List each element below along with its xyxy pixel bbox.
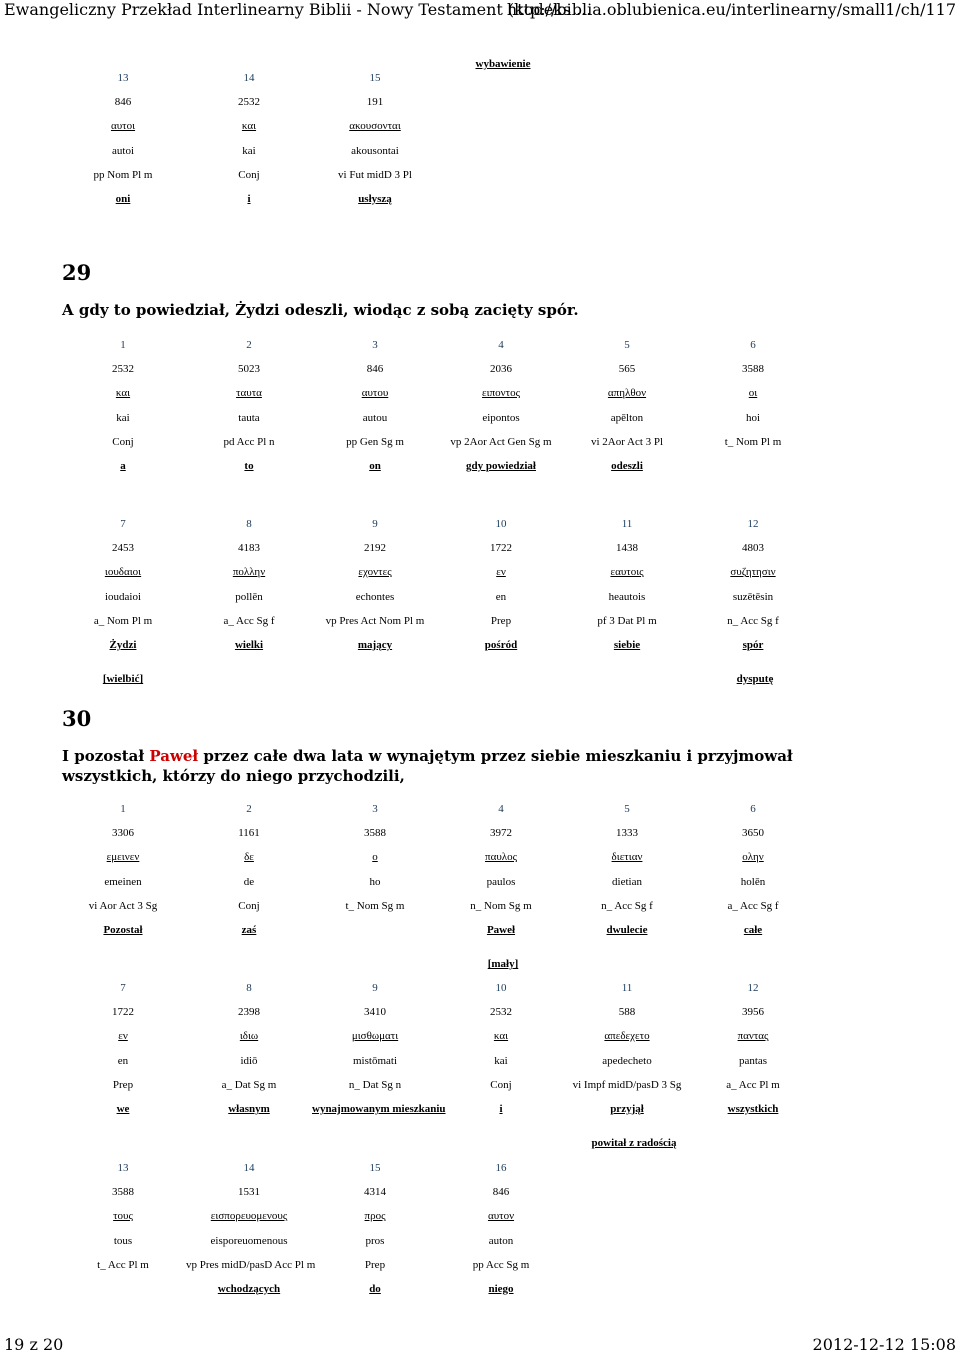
transliteration-row xyxy=(60,412,820,436)
word-number: 13 xyxy=(117,72,129,84)
strong-number: 846 xyxy=(114,96,132,109)
verse-number-29: 29 xyxy=(62,260,92,285)
polish-word[interactable]: siebie xyxy=(613,638,641,651)
word-number: 3 xyxy=(372,803,378,815)
greek-word-row xyxy=(60,387,820,411)
polish-word[interactable]: mający xyxy=(357,638,393,651)
transliteration: pollēn xyxy=(235,590,263,603)
morphology: vi Aor Act 3 Sg xyxy=(88,899,158,912)
word-number: 12 xyxy=(747,518,759,530)
polish-word[interactable]: Żydzi xyxy=(109,638,137,651)
strong-number-row xyxy=(60,1186,820,1210)
morphology: vi 2Aor Act 3 Pl xyxy=(590,435,664,448)
greek-word[interactable]: εν xyxy=(496,566,506,579)
strong-number-row xyxy=(60,542,820,566)
greek-word[interactable]: πολλην xyxy=(232,566,266,579)
transliteration: echontes xyxy=(355,590,395,603)
transliteration: ioudaioi xyxy=(104,590,142,603)
strong-number: 2036 xyxy=(490,363,512,376)
word-number: 2 xyxy=(246,339,252,351)
word-number: 12 xyxy=(747,982,759,994)
morphology-row xyxy=(60,1079,820,1103)
polish-word[interactable]: wszystkich xyxy=(727,1102,779,1115)
word-number: 11 xyxy=(621,982,633,994)
transliteration: autoi xyxy=(112,144,134,157)
greek-word[interactable]: και xyxy=(115,387,131,400)
greek-word[interactable]: δε xyxy=(244,851,254,864)
interlinear-block-30-3 xyxy=(60,1162,820,1307)
greek-word[interactable]: παυλος xyxy=(485,851,517,864)
interlinear-block-30-2 xyxy=(60,982,820,1127)
greek-word[interactable]: ιουδαιοι xyxy=(104,566,142,579)
interlinear-block-29-2 xyxy=(60,518,820,663)
strong-number: 3410 xyxy=(364,1006,386,1019)
word-number: 4 xyxy=(498,803,504,815)
strong-number: 3588 xyxy=(364,827,386,840)
greek-word[interactable]: ο xyxy=(372,851,378,864)
transliteration: pros xyxy=(365,1234,385,1247)
extra-wielbic[interactable]: [wielbić] xyxy=(102,673,144,685)
transliteration: eipontos xyxy=(482,411,520,424)
verse-number-30: 30 xyxy=(62,706,92,731)
greek-word[interactable]: παντας xyxy=(737,1030,769,1043)
polish-word[interactable]: to xyxy=(244,459,254,472)
polish-word[interactable]: spór xyxy=(742,638,764,651)
transliteration: ho xyxy=(369,875,381,888)
page-title: Ewangeliczny Przekład Interlinearny Biblii - Nowy Testament (kodeks ... xyxy=(4,0,592,19)
polish-word[interactable]: pośród xyxy=(484,638,518,651)
transliteration-row xyxy=(60,1055,820,1079)
greek-word-row xyxy=(60,566,820,590)
polish-word[interactable]: wynajmowanym mieszkaniu xyxy=(312,1102,446,1115)
transliteration: emeinen xyxy=(104,875,142,888)
word-number: 8 xyxy=(246,982,252,994)
strong-number: 3588 xyxy=(742,363,764,376)
transliteration: pantas xyxy=(738,1054,768,1067)
word-number: 15 xyxy=(369,1162,381,1174)
morphology: a_ Acc Sg f xyxy=(223,614,275,627)
strong-number: 1722 xyxy=(112,1006,134,1019)
polish-word[interactable]: Pozostał xyxy=(103,923,143,936)
morphology-row xyxy=(60,615,820,639)
word-number: 8 xyxy=(246,518,252,530)
verse-text-29: A gdy to powiedział, Żydzi odeszli, wiodąc z sobą zacięty spór. xyxy=(62,301,579,319)
morphology-row xyxy=(60,169,820,193)
strong-number: 3956 xyxy=(742,1006,764,1019)
polish-word[interactable]: odeszli xyxy=(611,459,643,472)
polish-word-row xyxy=(60,639,820,663)
morphology: pd Acc Pl n xyxy=(223,435,275,448)
transliteration: akousontai xyxy=(351,144,399,157)
polish-word[interactable]: i xyxy=(499,1102,503,1115)
morphology: pp Nom Pl m xyxy=(93,168,153,181)
morphology: Conj xyxy=(490,1078,512,1091)
word-number: 9 xyxy=(372,982,378,994)
morphology: Prep xyxy=(112,1078,134,1091)
polish-word[interactable]: dwulecie xyxy=(606,923,648,936)
morphology-row xyxy=(60,1259,820,1283)
transliteration: hoi xyxy=(745,411,761,424)
transliteration: kai xyxy=(242,144,256,157)
word-number-row xyxy=(60,982,820,1006)
transliteration: holēn xyxy=(740,875,766,888)
morphology: Conj xyxy=(238,168,260,181)
morphology: Conj xyxy=(112,435,134,448)
page-counter: 19 z 20 xyxy=(4,1335,64,1354)
word-number: 11 xyxy=(621,518,633,530)
morphology: vi Fut midD 3 Pl xyxy=(338,168,412,181)
greek-word[interactable]: αυτον xyxy=(487,1210,515,1223)
strong-number-row xyxy=(60,96,820,120)
strong-number: 2532 xyxy=(238,96,260,109)
strong-number: 3650 xyxy=(742,827,764,840)
polish-word[interactable]: niego xyxy=(488,1282,514,1295)
strong-number: 5023 xyxy=(238,363,260,376)
morphology: Conj xyxy=(238,899,260,912)
strong-number: 2532 xyxy=(490,1006,512,1019)
greek-word[interactable]: εχοντες xyxy=(358,566,392,579)
strong-number: 588 xyxy=(618,1006,636,1019)
word-number: 4 xyxy=(498,339,504,351)
page-footer xyxy=(0,1335,960,1357)
transliteration: apedecheto xyxy=(602,1054,652,1067)
polish-word[interactable]: oni xyxy=(115,192,131,205)
greek-word[interactable]: τους xyxy=(113,1210,133,1223)
word-number-row xyxy=(60,72,820,96)
morphology: vp Pres Act Nom Pl m xyxy=(325,614,425,627)
morphology: Prep xyxy=(490,614,512,627)
morphology: Prep xyxy=(364,1258,386,1271)
strong-number: 3588 xyxy=(112,1186,134,1199)
page-header xyxy=(0,0,960,22)
transliteration: idiō xyxy=(240,1054,258,1067)
strong-number: 1438 xyxy=(616,542,638,555)
morphology: vp 2Aor Act Gen Sg m xyxy=(450,435,552,448)
strong-number: 2532 xyxy=(112,363,134,376)
strong-number: 4803 xyxy=(742,542,764,555)
greek-word[interactable]: ολην xyxy=(742,851,764,864)
polish-word-row xyxy=(60,924,820,948)
transliteration: paulos xyxy=(486,875,516,888)
transliteration: dietian xyxy=(612,875,642,888)
word-number-row xyxy=(60,803,820,827)
greek-word[interactable]: ακουσονται xyxy=(349,120,401,133)
transliteration: tous xyxy=(113,1234,133,1247)
morphology: n_ Acc Sg f xyxy=(601,899,653,912)
word-number: 2 xyxy=(246,803,252,815)
word-number-row xyxy=(60,339,820,363)
morphology: vi Impf midD/pasD 3 Sg xyxy=(572,1078,682,1091)
transliteration: en xyxy=(495,590,507,603)
word-number: 9 xyxy=(372,518,378,530)
strong-number: 3972 xyxy=(490,827,512,840)
morphology: t_ Nom Sg m xyxy=(345,899,405,912)
strong-number: 846 xyxy=(366,363,384,376)
polish-word[interactable]: on xyxy=(369,459,381,472)
greek-word[interactable]: εν xyxy=(118,1030,128,1043)
greek-word[interactable]: αυτοι xyxy=(110,120,136,133)
word-number: 5 xyxy=(624,803,630,815)
morphology: vp Pres midD/pasD Acc Pl m xyxy=(186,1258,316,1271)
morphology: a_ Dat Sg m xyxy=(221,1078,277,1091)
greek-word-row xyxy=(60,1210,820,1234)
word-number: 5 xyxy=(624,339,630,351)
polish-word[interactable]: zaś xyxy=(241,923,257,936)
strong-number: 1161 xyxy=(238,827,260,840)
word-number: 10 xyxy=(495,518,507,530)
morphology: n_ Nom Sg m xyxy=(470,899,532,912)
word-number-row xyxy=(60,1162,820,1186)
strong-number: 191 xyxy=(366,96,384,109)
morphology-row xyxy=(60,436,820,460)
greek-word[interactable]: συζητησιν xyxy=(730,566,776,579)
greek-word[interactable]: και xyxy=(241,120,257,133)
morphology: n_ Dat Sg n xyxy=(348,1078,402,1091)
word-number: 6 xyxy=(750,803,756,815)
transliteration: tauta xyxy=(238,411,260,424)
word-number: 7 xyxy=(120,982,126,994)
polish-word[interactable]: wielki xyxy=(234,638,264,651)
polish-word[interactable]: własnym xyxy=(228,1102,270,1115)
word-number: 10 xyxy=(495,982,507,994)
extra-powital[interactable]: powitał z radością xyxy=(591,1137,677,1149)
morphology: a_ Acc Pl m xyxy=(726,1078,780,1091)
greek-word[interactable]: ταυτα xyxy=(236,387,262,400)
strong-number-row xyxy=(60,827,820,851)
verse-text-30: I pozostał Paweł przez całe dwa lata w wynajętym przez siebie mieszkaniu i przyjmował wszystkich, którzy do niego przychodzili, xyxy=(62,747,793,785)
polish-word[interactable]: Paweł xyxy=(486,923,516,936)
word-number: 15 xyxy=(369,72,381,84)
greek-word-row xyxy=(60,851,820,875)
polish-word[interactable]: wchodzących xyxy=(217,1282,281,1295)
greek-word[interactable]: ιδιω xyxy=(239,1030,259,1043)
transliteration: de xyxy=(243,875,255,888)
morphology: a_ Acc Sg f xyxy=(727,899,779,912)
transliteration: eisporeuomenous xyxy=(210,1234,288,1247)
polish-word[interactable]: a xyxy=(120,459,126,472)
polish-word[interactable]: do xyxy=(369,1282,381,1295)
print-datetime: 2012-12-12 15:08 xyxy=(812,1335,956,1354)
greek-word-row xyxy=(60,1030,820,1054)
extra-maly[interactable]: [mały] xyxy=(487,958,519,970)
page-url[interactable]: http://biblia.oblubienica.eu/interlinearny/small1/ch/117 xyxy=(506,0,956,19)
morphology-row xyxy=(60,900,820,924)
transliteration: suzētēsin xyxy=(732,590,774,603)
greek-word[interactable]: απεδεχετο xyxy=(604,1030,650,1043)
morphology: pf 3 Dat Pl m xyxy=(597,614,657,627)
strong-number: 2453 xyxy=(112,542,134,555)
word-number: 13 xyxy=(117,1162,129,1174)
transliteration: en xyxy=(117,1054,129,1067)
transliteration: heautois xyxy=(608,590,646,603)
strong-number: 3306 xyxy=(112,827,134,840)
interlinear-block-30-1 xyxy=(60,803,820,948)
word-number: 3 xyxy=(372,339,378,351)
polish-word[interactable]: we xyxy=(116,1102,130,1115)
greek-word[interactable]: εμεινεν xyxy=(106,851,140,864)
word-number: 14 xyxy=(243,1162,255,1174)
strong-number: 565 xyxy=(618,363,636,376)
word-number: 6 xyxy=(750,339,756,351)
morphology: t_ Nom Pl m xyxy=(724,435,782,448)
extra-dysputa[interactable]: dysputę xyxy=(736,673,774,685)
strong-number: 4183 xyxy=(238,542,260,555)
word-number-row xyxy=(60,518,820,542)
morphology: t_ Acc Pl m xyxy=(97,1258,149,1271)
word-number: 7 xyxy=(120,518,126,530)
transliteration-row xyxy=(60,145,820,169)
polish-word-row xyxy=(60,193,820,217)
greek-word[interactable]: προς xyxy=(364,1210,386,1223)
word-number: 1 xyxy=(120,803,126,815)
transliteration: apēlton xyxy=(610,411,644,424)
strong-number: 1333 xyxy=(616,827,638,840)
polish-word[interactable]: usłyszą xyxy=(358,192,392,205)
polish-word-row xyxy=(60,460,820,484)
strong-number-row xyxy=(60,363,820,387)
word-number: 14 xyxy=(243,72,255,84)
transliteration-row xyxy=(60,876,820,900)
strong-number: 2192 xyxy=(364,542,386,555)
transliteration-row xyxy=(60,591,820,615)
greek-word[interactable]: διετιαν xyxy=(611,851,643,864)
transliteration: kai xyxy=(116,411,130,424)
morphology: a_ Nom Pl m xyxy=(93,614,153,627)
strong-number: 2398 xyxy=(238,1006,260,1019)
morphology: pp Acc Sg m xyxy=(472,1258,530,1271)
polish-word-row xyxy=(60,1283,820,1307)
strong-number-row xyxy=(60,1006,820,1030)
word-number: 1 xyxy=(120,339,126,351)
strong-number: 1531 xyxy=(238,1186,260,1199)
greek-word-row xyxy=(60,120,820,144)
transliteration: auton xyxy=(488,1234,514,1247)
strong-number: 846 xyxy=(492,1186,510,1199)
word-number: 16 xyxy=(495,1162,507,1174)
morphology: pp Gen Sg m xyxy=(346,435,404,448)
greek-word[interactable]: και xyxy=(493,1030,509,1043)
top-extra-word[interactable]: wybawienie xyxy=(475,58,531,70)
transliteration: mistōmati xyxy=(353,1054,397,1067)
transliteration-row xyxy=(60,1235,820,1259)
greek-word[interactable]: ειποντος xyxy=(482,387,520,400)
greek-word[interactable]: εαυτοις xyxy=(610,566,644,579)
interlinear-block-29-1 xyxy=(60,339,820,484)
strong-number: 1722 xyxy=(490,542,512,555)
greek-word[interactable]: μισθωματι xyxy=(351,1030,399,1043)
interlinear-block-0 xyxy=(60,72,820,217)
polish-word-row xyxy=(60,1103,820,1127)
greek-word[interactable]: αυτου xyxy=(361,387,389,400)
greek-word[interactable]: οι xyxy=(748,387,758,400)
polish-word[interactable]: i xyxy=(247,192,251,205)
strong-number: 4314 xyxy=(364,1186,386,1199)
highlight-pawel: Paweł xyxy=(149,747,199,765)
transliteration: autou xyxy=(362,411,388,424)
polish-word[interactable]: gdy powiedział xyxy=(466,459,536,472)
morphology: n_ Acc Sg f xyxy=(727,614,779,627)
greek-word[interactable]: απηλθον xyxy=(607,387,647,400)
polish-word[interactable]: przyjął xyxy=(610,1102,644,1115)
transliteration: kai xyxy=(494,1054,508,1067)
greek-word[interactable]: εισπορευομενους xyxy=(210,1210,288,1223)
polish-word[interactable]: całe xyxy=(743,923,763,936)
